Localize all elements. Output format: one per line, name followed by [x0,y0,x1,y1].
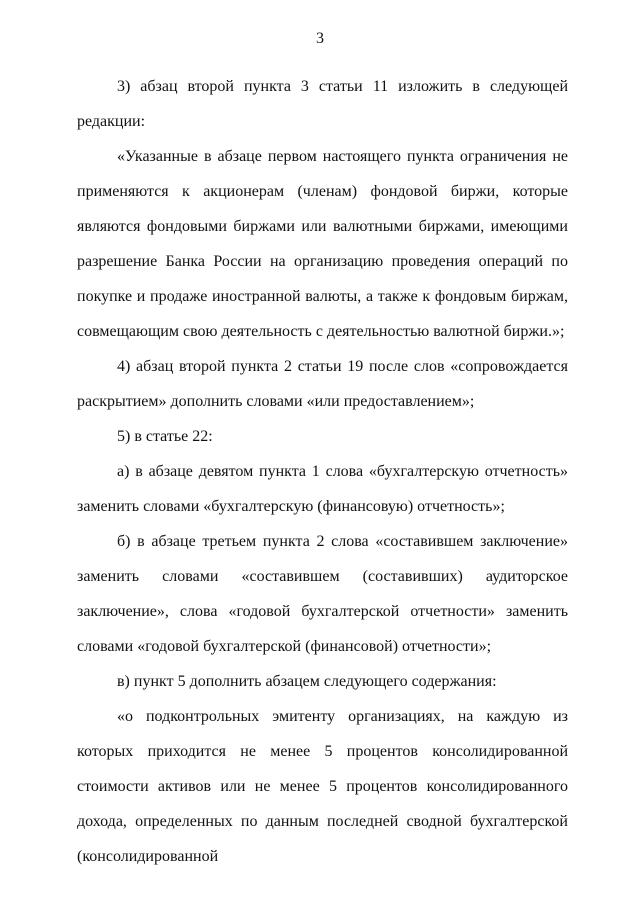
paragraph-quote-subsidiaries: «о подконтрольных эмитенту организациях, на каждую из которых приходится не менее 5 процентов консолидированной стоимости активов или не менее 5 процентов консолидированного дохода, определенных по данным последней сводной бухгалтерской (консолидированной [77,708,568,865]
paragraph-item-3: 3) абзац второй пункта 3 статьи 11 изложить в следующей редакции: [77,78,568,130]
paragraph-subitem-v: в) пункт 5 дополнить абзацем следующего содержания: [117,673,497,690]
paragraph-item-5: 5) в статье 22: [117,428,213,445]
paragraph-subitem-a: а) в абзаце девятом пункта 1 слова «бухгалтерскую отчетность» заменить словами «бухгалтерскую (финансовую) отчетность»; [77,463,568,515]
paragraph-quote-ownership-restriction: «Указанные в абзаце первом настоящего пункта ограничения не применяются к акционерам (членам) фондовой биржи, которые являются фондовыми биржами или валютными биржами, имеющими разрешение Банка России на организацию проведения операций по покупке и продаже иностранной валюты, а также к фондовым биржам, совмещающим свою деятельность с деятельностью валютной биржи.»; [77,148,568,340]
paragraph-item-4: 4) абзац второй пункта 2 статьи 19 после слов «сопровождается раскрытием» дополнить словами «или предоставлением»; [77,358,568,410]
paragraph-subitem-b: б) в абзаце третьем пункта 2 слова «составившем заключение» заменить словами «составившем (составивших) аудиторское заключение», слова «годовой бухгалтерской отчетности» заменить словами «годовой бухгалтерской (финансовой) отчетности»; [77,533,568,655]
document-body [77,69,568,874]
page-number: 3 [316,30,324,47]
